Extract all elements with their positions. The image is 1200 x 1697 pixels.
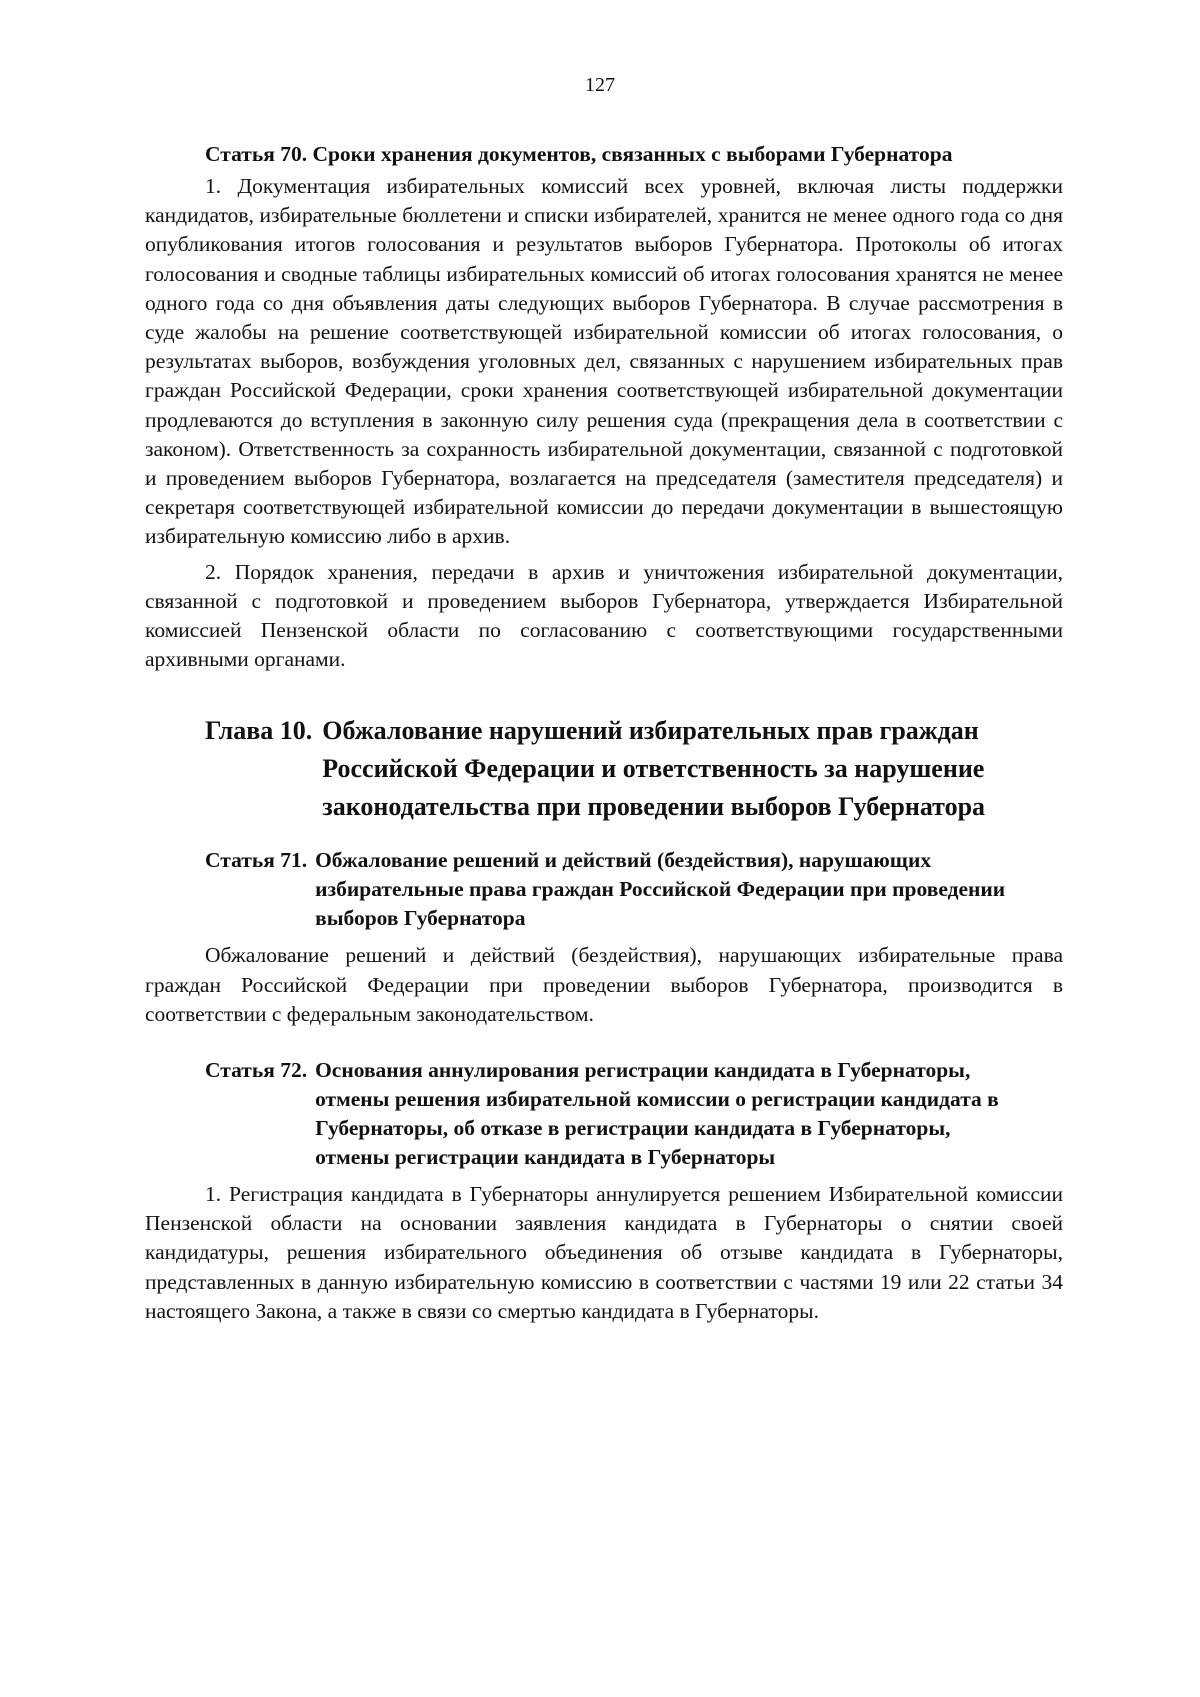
article-71-label: Статья 71. [205, 848, 308, 873]
page-content [145, 140, 1063, 1326]
article-70-heading: Статья 70. Сроки хранения документов, связанных с выборами Губернатора [205, 142, 953, 166]
article-72-title: Основания аннулирования регистрации кандидата в Губернаторы, отмены решения избирательной комиссии о регистрации кандидата в Губернаторы, об отказе в регистрации кандидата в Губернаторы, отмены регистрации кандидата в Губернаторы [315, 1058, 999, 1170]
article-71-title: Обжалование решений и действий (бездействия), нарушающих избирательные права граждан Российской Федерации при проведении выборов Губернатора [315, 848, 1006, 931]
chapter-10-label: Глава 10. [205, 716, 313, 746]
article-72-heading [145, 1056, 1063, 1172]
article-71-paragraph-1: Обжалование решений и действий (бездействия), нарушающих избирательные права граждан Российской Федерации при проведении выборов Губернатора, производится в соответствии с федеральным законодательством. [145, 943, 1063, 1026]
article-72-paragraph-1: 1. Регистрация кандидата в Губернаторы аннулируется решением Избирательной комиссии Пензенской области на основании заявления кандидата в Губернаторы о снятии своей кандидатуры, решения избирательного объединения об отзыве кандидата в Губернаторы, представленных в данную избирательную комиссию в соответствии с частями 19 или 22 статьи 34 настоящего Закона, а также в связи со смертью кандидата в Губернаторы. [145, 1182, 1063, 1323]
chapter-10-title: Обжалование нарушений избирательных прав граждан Российской Федерации и ответственность за нарушение законодательства при проведении выборов Губернатора [322, 716, 986, 822]
page-number: 127 [585, 74, 615, 96]
article-70-paragraph-1: 1. Документация избирательных комиссий всех уровней, включая листы поддержки кандидатов, избирательные бюллетени и списки избирателей, хранится не менее одного года со дня опубликования итогов голосования и результатов выборов Губернатора. Протоколы об итогах голосования и сводные таблицы избирательных комиссий об итогах голосования хранятся не менее одного года со дня объявления даты следующих выборов Губернатора. В случае рассмотрения в суде жалобы на решение соответствующей избирательной комиссии об итогах голосования, о результатах выборов, возбуждения уголовных дел, связанных с нарушением избирательных прав граждан Российской Федерации, сроки хранения соответствующей избирательной документации продлеваются до вступления в законную силу решения суда (прекращения дела в соответствии с законом). Ответственность за сохранность избирательной документации, связанной с подготовкой и проведением выборов Губернатора, возлагается на председателя (заместителя председателя) и секретаря соответствующей избирательной комиссии до передачи документации в вышестоящую избирательную комиссию либо в архив. [145, 174, 1063, 549]
chapter-10-heading [145, 712, 1063, 826]
article-72-label: Статья 72. [205, 1058, 308, 1083]
article-71-heading [145, 846, 1063, 933]
article-70-paragraph-2: 2. Порядок хранения, передачи в архив и уничтожения избирательной документации, связанной с подготовкой и проведением выборов Губернатора, утверждается Избирательной комиссией Пензенской области по согласованию с соответствующими государственными архивными органами. [145, 559, 1063, 672]
